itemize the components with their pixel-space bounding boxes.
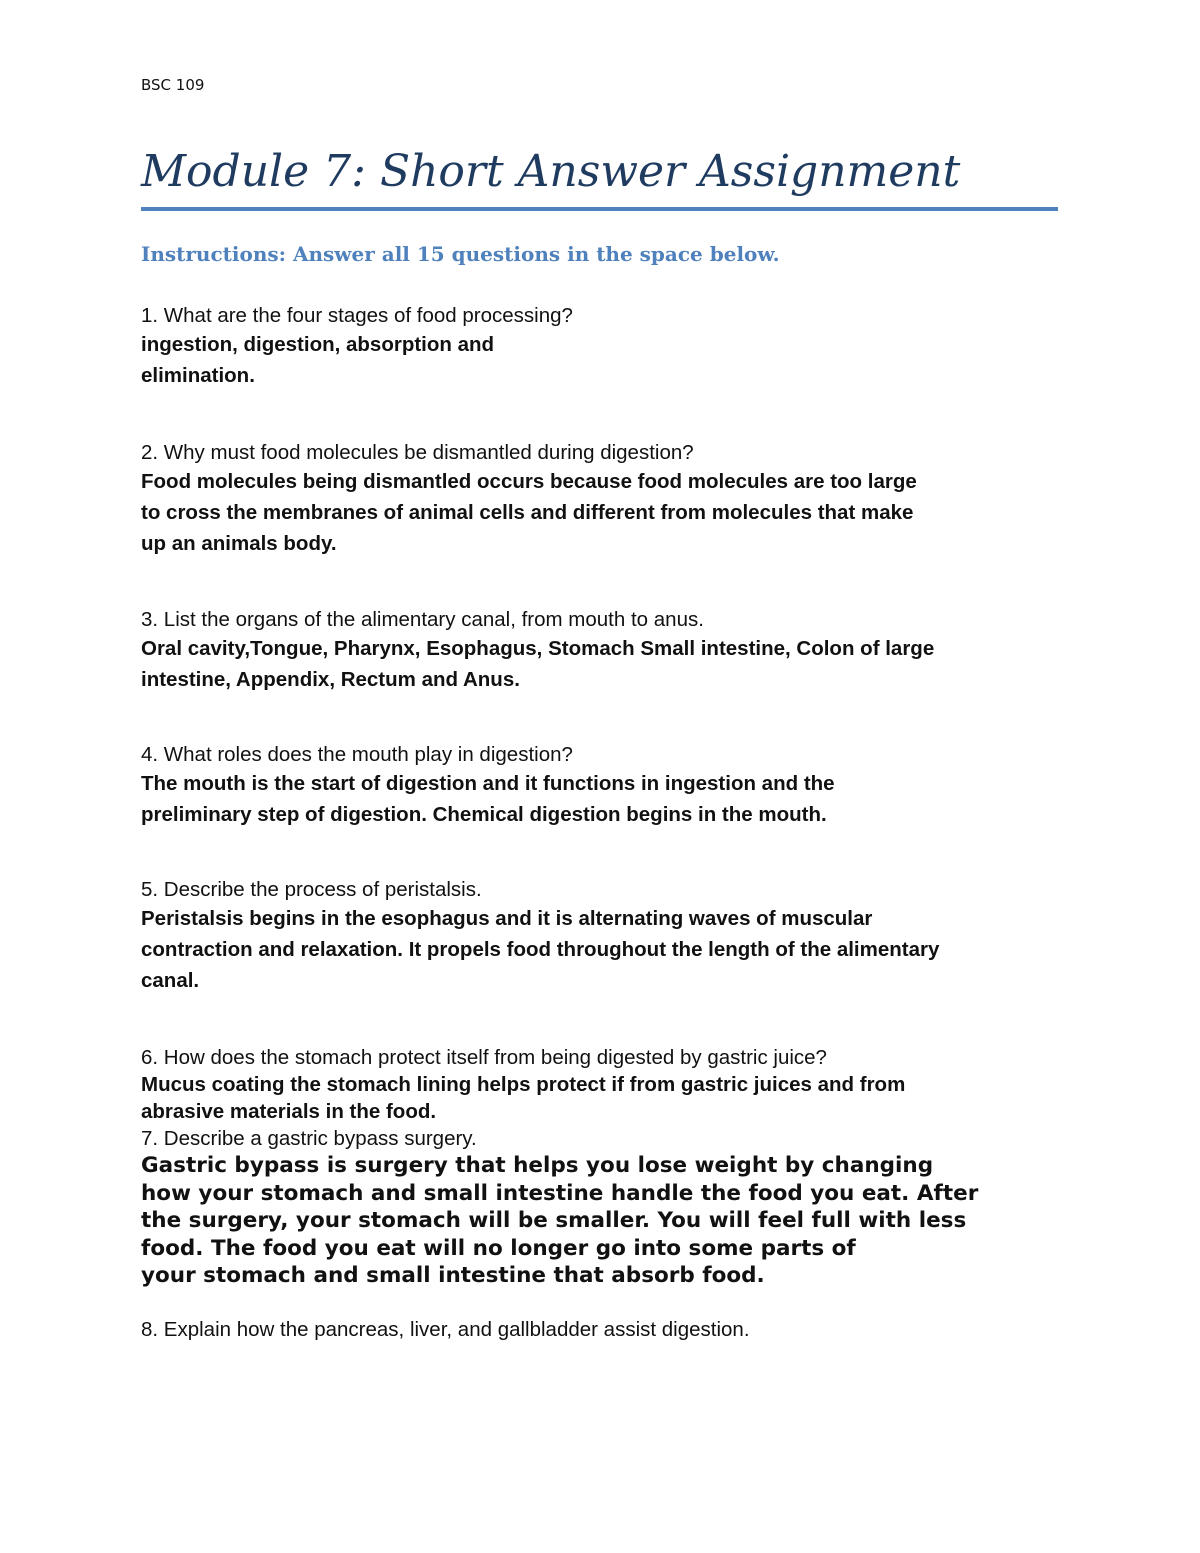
- answer-line: Peristalsis begins in the esophagus and it is alternating waves of muscular: [141, 907, 873, 930]
- question-text: 4. What roles does the mouth play in digestion?: [141, 743, 573, 766]
- instructions: Instructions: Answer all 15 questions in the space below.: [141, 242, 780, 266]
- question-block-1: [141, 302, 1071, 391]
- question-text: 1. What are the four stages of food processing?: [141, 304, 573, 327]
- question-block-7: [141, 1125, 1071, 1290]
- question-block-6: [141, 1044, 1071, 1290]
- answer-line: Gastric bypass is surgery that helps you lose weight by changing: [141, 1153, 934, 1178]
- answer-line: up an animals body.: [141, 532, 337, 555]
- answer-line: food. The food you eat will no longer go into some parts of: [141, 1235, 856, 1261]
- question-text: 5. Describe the process of peristalsis.: [141, 878, 482, 901]
- answer-text: [141, 768, 1071, 830]
- answer-line: ingestion, digestion, absorption and: [141, 333, 495, 356]
- question-text: 7. Describe a gastric bypass surgery.: [141, 1127, 477, 1150]
- answer-line: to cross the membranes of animal cells and different from molecules that make: [141, 501, 914, 524]
- title-underline: [141, 207, 1058, 211]
- answer-line: Food molecules being dismantled occurs because food molecules are too large: [141, 470, 917, 493]
- course-header: BSC 109: [141, 76, 205, 94]
- answer-text: [141, 466, 1071, 559]
- answer-line: canal.: [141, 969, 200, 992]
- answer-line: Oral cavity,Tongue, Pharynx, Esophagus, Stomach Small intestine, Colon of large: [141, 637, 935, 660]
- answer-line: Mucus coating the stomach lining helps protect if from gastric juices and from: [141, 1073, 906, 1096]
- answer-line: the surgery, your stomach will be smaller. You will feel full with less: [141, 1208, 967, 1233]
- answer-text: [141, 329, 1071, 391]
- answer-text: [141, 633, 1071, 695]
- answer-line: how your stomach and small intestine handle the food you eat. After: [141, 1180, 979, 1206]
- question-text: 2. Why must food molecules be dismantled during digestion?: [141, 441, 694, 464]
- answer-line: intestine, Appendix, Rectum and Anus.: [141, 668, 520, 691]
- question-text: 8. Explain how the pancreas, liver, and gallbladder assist digestion.: [141, 1318, 750, 1341]
- answer-text: [141, 1071, 1071, 1125]
- answer-line: contraction and relaxation. It propels food throughout the length of the alimentary: [141, 938, 940, 961]
- question-block-4: [141, 741, 1071, 830]
- page-title: Module 7: Short Answer Assignment: [141, 146, 961, 197]
- question-text: 6. How does the stomach protect itself from being digested by gastric juice?: [141, 1046, 827, 1069]
- answer-text: [141, 1152, 1071, 1290]
- answer-line: your stomach and small intestine that absorb food.: [141, 1263, 765, 1288]
- answer-line: elimination.: [141, 364, 255, 387]
- answer-text: [141, 903, 1071, 996]
- question-block-2: [141, 439, 1071, 559]
- question-text: 3. List the organs of the alimentary canal, from mouth to anus.: [141, 608, 704, 631]
- answer-line: The mouth is the start of digestion and it functions in ingestion and the: [141, 772, 835, 795]
- answer-line: abrasive materials in the food.: [141, 1100, 437, 1123]
- question-block-8: [141, 1316, 1071, 1343]
- question-block-3: [141, 606, 1071, 695]
- answer-line: preliminary step of digestion. Chemical digestion begins in the mouth.: [141, 803, 827, 826]
- question-block-5: [141, 876, 1071, 996]
